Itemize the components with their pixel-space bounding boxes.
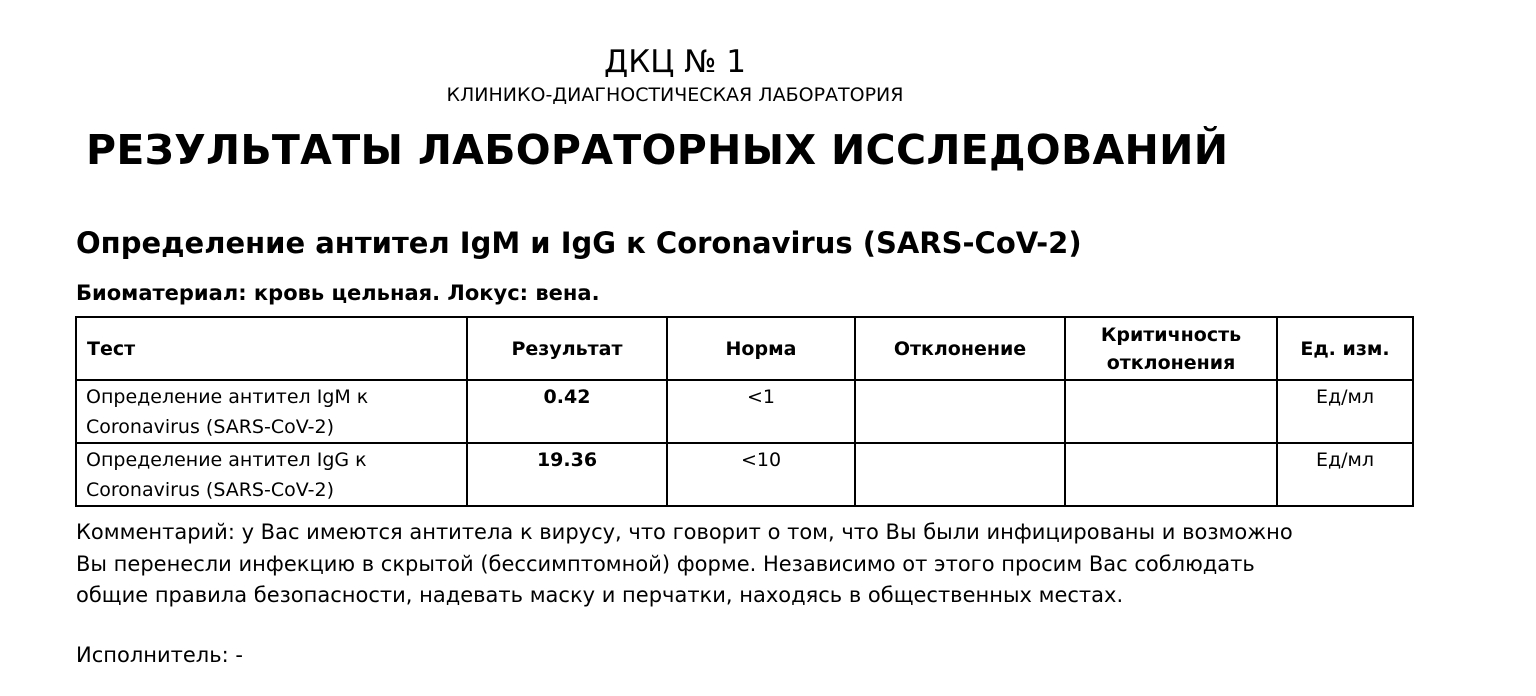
column-header-deviation: Отклонение (855, 317, 1065, 380)
column-header-criticality: Критичность отклонения (1065, 317, 1277, 380)
column-header-test: Тест (76, 317, 467, 380)
column-header-norm: Норма (667, 317, 855, 380)
criticality-cell (1065, 443, 1277, 506)
result-value-cell: 0.42 (467, 380, 667, 443)
column-header-units: Ед. изм. (1277, 317, 1413, 380)
biomaterial-line: Биоматериал: кровь цельная. Локус: вена. (76, 281, 600, 305)
table-row (76, 443, 1413, 506)
criticality-cell (1065, 380, 1277, 443)
test-name-cell: Определение антител IgG к Coronavirus (SARS-CoV-2) (76, 443, 467, 506)
result-value-cell: 19.36 (467, 443, 667, 506)
executor-line: Исполнитель: - (76, 643, 243, 667)
clinic-name: ДКЦ № 1 (604, 44, 746, 80)
units-cell: Ед/мл (1277, 443, 1413, 506)
test-name-cell: Определение антител IgM к Coronavirus (SARS-CoV-2) (76, 380, 467, 443)
column-header-result: Результат (467, 317, 667, 380)
table-row (76, 380, 1413, 443)
units-cell: Ед/мл (1277, 380, 1413, 443)
study-title: Определение антител IgM и IgG к Coronavirus (SARS-CoV-2) (76, 226, 1082, 260)
laboratory-name: КЛИНИКО-ДИАГНОСТИЧЕСКАЯ ЛАБОРАТОРИЯ (446, 84, 904, 106)
norm-cell: <1 (667, 380, 855, 443)
norm-cell: <10 (667, 443, 855, 506)
results-table (75, 316, 1414, 507)
comment-text: Комментарий: у Вас имеются антитела к вирусу, что говорит о том, что Вы были инфицированы и возможно Вы перенесли инфекцию в скрытой (бессимптомной) форме. Независимо от этого просим Вас соблюдать общие правила безопасности, надевать маску и перчатки, находясь в общественных местах. (76, 520, 1293, 607)
document-title: РЕЗУЛЬТАТЫ ЛАБОРАТОРНЫХ ИССЛЕДОВАНИЙ (86, 126, 1229, 174)
deviation-cell (855, 443, 1065, 506)
deviation-cell (855, 380, 1065, 443)
table-header-row (76, 317, 1413, 380)
